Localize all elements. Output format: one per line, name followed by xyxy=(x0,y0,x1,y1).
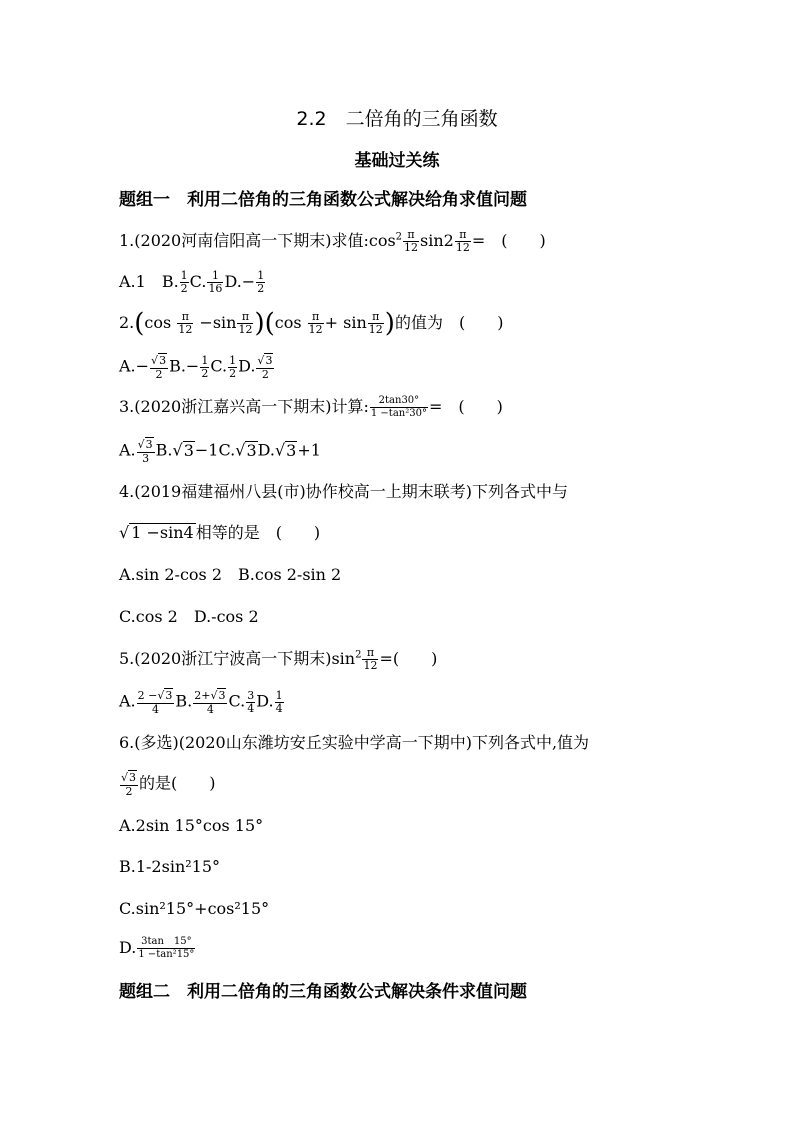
fraction: $\frac{2\tan 30^\circ}{\text{1 −tan²30°}}$ xyxy=(370,395,427,419)
fraction: $\frac{1}{4}$ xyxy=(275,688,283,715)
fraction: $\frac{√3}{2}$ xyxy=(257,354,273,381)
fraction: $\frac{\pi}{12}$ xyxy=(308,310,323,336)
fraction: $\frac{2+√3}{4}$ xyxy=(194,689,226,716)
question-2-options: A.− $\frac{√3}{2}$ B.− $\frac{1}{2}$ C. $\frac{1}{2}$ D. $\frac{√3}{2}$ xyxy=(119,353,273,381)
fraction: $\frac{3\tan 15^\circ}{\text{1 −tan²15°}}$ xyxy=(138,936,195,960)
question-6: 6.(多选)(2020山东潍坊安丘实验中学高一下期中)下列各式中,值为 xyxy=(119,733,590,752)
fraction: $\frac{√3}{2}$ xyxy=(121,771,137,798)
fraction: $\frac{\pi}{12}$ xyxy=(368,310,383,336)
question-4-options-1: A.sin 2-cos 2 B.cos 2-sin 2 xyxy=(119,565,342,584)
question-5: 5.(2020浙江宁波高一下期末)$\sin^2$ $\frac{\pi}{12}$ =( ) xyxy=(119,646,438,672)
fraction: $\frac{1}{2}$ xyxy=(201,353,209,380)
group-heading-2: 题组二 利用二倍角的三角函数公式解决条件求值问题 xyxy=(119,982,527,1002)
question-6-cont: $\frac{√3}{2}$ 的是( ) xyxy=(121,771,216,798)
fraction: $\frac{1}{2}$ xyxy=(229,353,237,380)
fraction: $\frac{√3}{2}$ xyxy=(151,354,167,381)
fraction: $\frac{\pi}{12}$ xyxy=(238,310,253,336)
fraction: $\frac{√3}{3}$ xyxy=(137,438,153,465)
question-2: 2.(cos $\frac{\pi}{12}$ −sin $\frac{\pi}{12}$ )(cos $\frac{\pi}{12}$ + sin $\frac{\pi}{12}$ )的值为 ( ) xyxy=(119,308,504,339)
question-4-cont: √ 1 −sin4 相等的是 ( ) xyxy=(119,523,321,542)
page-title: 2.2 二倍角的三角函数 xyxy=(296,108,498,130)
question-6-option-b: B.1-2sin²15° xyxy=(119,857,221,876)
fraction: $\frac{2 -√3}{4}$ xyxy=(137,689,173,716)
question-3-options: A. $\frac{√3}{3}$ B.√3−1C.√3D.√3+1 xyxy=(119,438,321,465)
question-6-option-a: A.2sin 15°cos 15° xyxy=(119,816,264,835)
question-3: 3.(2020浙江嘉兴高一下期末)计算: $\frac{2\tan 30^\circ}{\text{1 −tan²30°}}$ = ( ) xyxy=(119,395,503,419)
fraction: $\frac{1}{16}$ xyxy=(208,269,223,295)
question-4-options-2: C.cos 2 D.-cos 2 xyxy=(119,607,259,626)
page-subtitle: 基础过关练 xyxy=(354,151,440,171)
fraction: $\frac{1}{2}$ xyxy=(257,269,265,295)
question-1: 1.(2020河南信阳高一下期末)求值$:\cos^2$ $\frac{\pi}{12}$ sin2 $\frac{\pi}{12}$ = ( ) xyxy=(119,228,546,254)
fraction: $\frac{\pi}{12}$ xyxy=(404,228,419,254)
fraction: $\frac{3}{4}$ xyxy=(247,688,255,715)
group-heading-1: 题组一 利用二倍角的三角函数公式解决给角求值问题 xyxy=(119,190,527,210)
question-6-option-c: C.sin²15°+cos²15° xyxy=(119,899,270,918)
question-4: 4.(2019福建福州八县(市)协作校高一上期末联考)下列各式中与 xyxy=(119,482,568,501)
fraction: $\frac{\pi}{12}$ xyxy=(178,310,193,336)
fraction: $\frac{\pi}{12}$ xyxy=(455,228,470,254)
question-5-options: A. $\frac{2 -√3}{4}$ B. $\frac{2+√3}{4}$ C. $\frac{3}{4}$ D. $\frac{1}{4}$ xyxy=(119,688,283,716)
fraction: $\frac{\pi}{12}$ xyxy=(363,646,378,672)
question-1-options: A.1 B. $\frac{1}{2}$ C. $\frac{1}{16}$ D.− $\frac{1}{2}$ xyxy=(119,269,265,295)
question-6-option-d: D. $\frac{3\tan 15^\circ}{\text{1 −tan²15°}}$ xyxy=(119,936,195,960)
fraction: $\frac{1}{2}$ xyxy=(180,269,188,295)
